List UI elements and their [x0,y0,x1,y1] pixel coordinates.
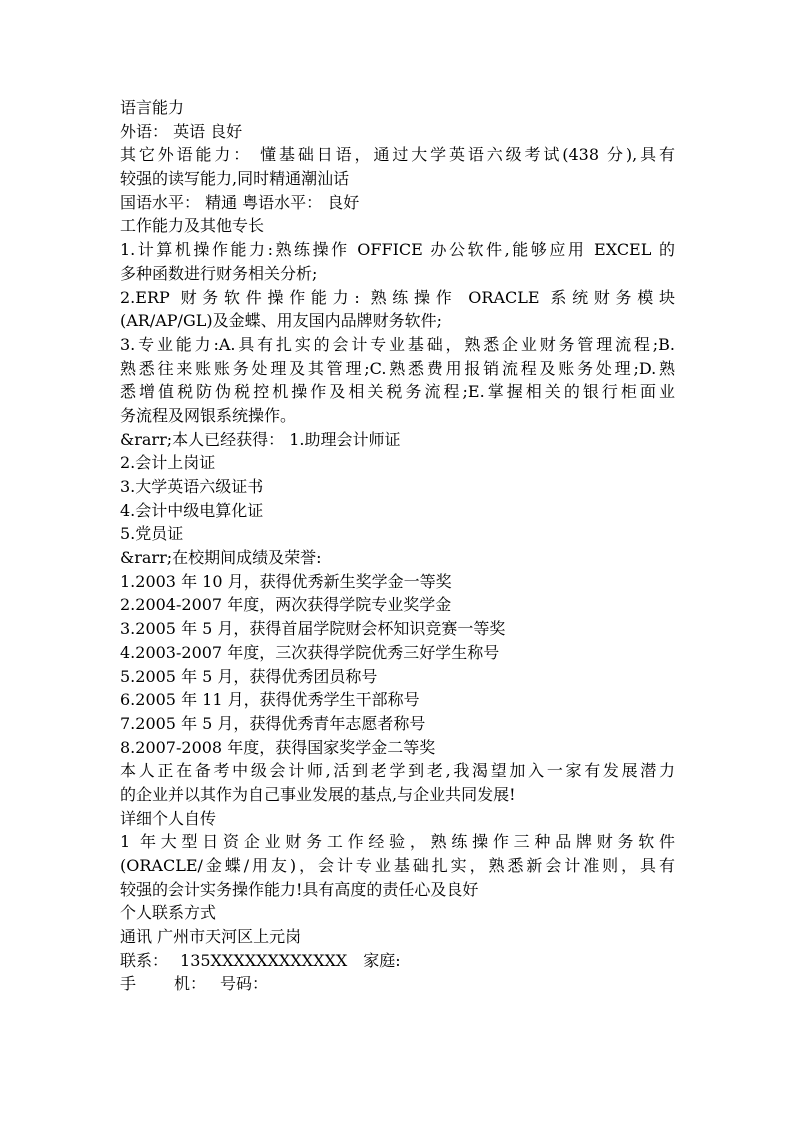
phone-number: 135XXXXXXXXXXXX [180,950,348,970]
certificate-item: 2.会计上岗证 [120,453,216,473]
honor-item: 4.2003-2007 年度，三次获得学院优秀三好学生称号 [120,642,500,662]
erp-skill-paragraph [120,286,675,333]
number-label: 号码： [220,974,269,994]
language-heading: 语言能力 [120,98,185,117]
other-language-line-1: 其它外语能力： 懂基础日语，通过大学英语六级考试(438 分),具有 [120,145,675,165]
honor-item: 2.2004-2007 年度，两次获得学院专业奖学金 [120,595,452,615]
computer-skill-paragraph [120,238,675,285]
career-goal-line-2: 的企业并以其作为自己事业发展的基点,与企业共同发展! [120,784,516,804]
computer-skill-line-1: 1.计算机操作能力:熟练操作 OFFICE 办公软件,能够应用 EXCEL 的 [120,240,675,260]
certificates-heading: &rarr;本人已经获得： 1.助理会计师证 [120,429,401,449]
bio-heading: 详细个人自传 [120,808,217,828]
skills-heading: 工作能力及其他专长 [120,216,265,236]
honor-item: 5.2005 年 5 月，获得优秀团员称号 [120,666,378,686]
contact-heading: 个人联系方式 [120,903,217,923]
certificate-item: 5.党员证 [120,524,184,544]
contact-mobile-line [120,972,675,996]
computer-skill-line-2: 多种函数进行财务相关分析; [120,263,318,283]
certificate-item: 3.大学英语六级证书 [120,477,264,496]
professional-skill-line-3: 悉增值税防伪税控机操作及相关税务流程;E.掌握相关的银行柜面业 [120,382,675,402]
bio-line-1: 1 年大型日资企业财务工作经验，熟练操作三种品牌财务软件 [120,832,675,852]
certificate-item: 4.会计中级电算化证 [120,500,264,520]
home-phone-label: 家庭: [363,950,401,970]
bio-line-3: 较强的会计实务操作能力!具有高度的责任心及良好 [120,879,479,899]
honors-heading: &rarr;在校期间成绩及荣誉: [120,548,322,568]
bio-paragraph [120,830,675,901]
erp-skill-line-1: 2.ERP 财务软件操作能力: 熟练操作 ORACLE 系统财务模块 [120,287,675,307]
contact-phone-line [120,949,675,973]
bio-line-2: (ORACLE/金蝶/用友)，会计专业基础扎实，熟悉新会计准则，具有 [120,856,675,875]
honor-item: 8.2007-2008 年度，获得国家奖学金二等奖 [120,737,436,757]
other-language-line-2: 较强的读写能力,同时精通潮汕话 [120,169,350,189]
erp-skill-line-2: (AR/AP/GL)及金蝶、用友国内品牌财务软件; [120,311,442,331]
phone-label: 联系： [120,950,169,970]
professional-skill-line-1: 3.专业能力:A.具有扎实的会计专业基础，熟悉企业财务管理流程;B. [120,334,675,354]
career-goal-line-1: 本人正在备考中级会计师,活到老学到老,我渴望加入一家有发展潜力 [120,761,675,781]
career-goal-paragraph [120,759,675,806]
foreign-language-line: 外语： 英语 良好 [120,121,243,141]
honor-item: 3.2005 年 5 月，获得首届学院财会杯知识竞赛一等奖 [120,619,506,639]
honor-item: 6.2005 年 11 月，获得优秀学生干部称号 [120,690,420,710]
resume-page [120,96,675,996]
professional-skill-line-2: 熟悉往来账账务处理及其管理;C.熟悉费用报销流程及账务处理;D.熟 [120,358,675,378]
mobile-label: 手 [120,974,137,994]
national-language-line: 国语水平： 精通 粤语水平： 良好 [120,192,360,212]
professional-skill-paragraph [120,333,675,428]
mobile-label-suffix: 机： [174,974,207,994]
contact-address: 通讯 广州市天河区上元岗 [120,927,302,947]
professional-skill-line-4: 务流程及网银系统操作。 [120,405,297,425]
honor-item: 1.2003 年 10 月，获得优秀新生奖学金一等奖 [120,571,452,591]
other-language-paragraph [120,143,675,190]
honor-item: 7.2005 年 5 月，获得优秀青年志愿者称号 [120,713,426,733]
